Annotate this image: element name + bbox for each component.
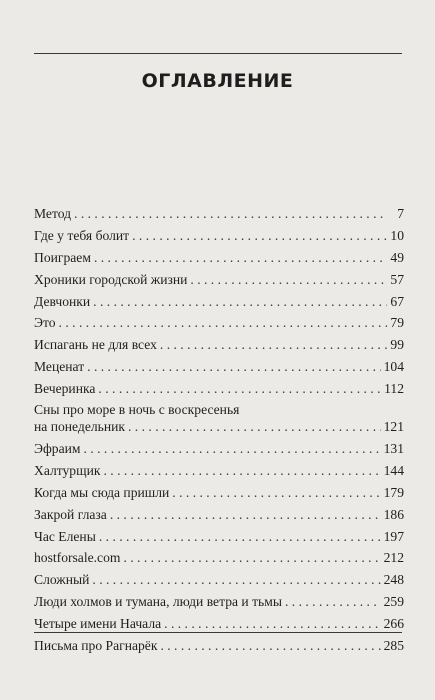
toc-entry-title: Эфраим	[34, 441, 81, 457]
toc-entry	[34, 591, 404, 613]
toc-entry	[34, 312, 404, 334]
leader-dots	[74, 203, 387, 225]
toc-entry-title: Хроники городской жизни	[34, 271, 188, 287]
toc-entry-title: Девчонки	[34, 293, 91, 309]
page-title: ОГЛАВЛЕНИЕ	[141, 70, 294, 92]
toc-entry-page: 248	[383, 572, 404, 588]
toc-entry	[34, 635, 404, 657]
toc-entry	[34, 460, 404, 482]
toc-entry-title: Письма про Рагнарёк	[34, 638, 158, 654]
top-rule	[34, 53, 402, 54]
toc-entry-title-continued: на понедельник	[34, 418, 125, 434]
toc-entry-title: hostforsale.com	[34, 550, 121, 566]
toc-entry-title: Халтурщик	[34, 462, 101, 478]
toc-entry	[34, 269, 404, 291]
toc-entry	[34, 569, 404, 591]
leader-dots	[87, 356, 380, 378]
toc-entry-page: 112	[384, 381, 404, 397]
toc-entry-title: Час Елены	[34, 528, 96, 544]
toc-entry-title: Метод	[34, 206, 72, 221]
toc-entry-page: 285	[383, 638, 404, 654]
toc-entry	[34, 334, 404, 356]
toc-entry	[34, 547, 404, 569]
leader-dots	[103, 460, 380, 482]
leader-dots	[172, 482, 380, 504]
leader-dots	[59, 312, 387, 334]
toc-entry-title: Испагань не для всех	[34, 337, 157, 353]
toc-entry	[34, 356, 404, 378]
toc-entry-title: Закрой глаза	[34, 506, 107, 522]
toc-entry	[34, 203, 404, 225]
leader-dots	[160, 334, 387, 356]
toc-entry-title: Поиграем	[34, 249, 91, 265]
toc-entry	[34, 225, 404, 247]
toc-entry-title: Сложный	[34, 572, 90, 588]
toc-entry-title: Вечеринка	[34, 381, 96, 397]
leader-dots	[98, 378, 381, 400]
toc-entry-page: 186	[383, 506, 404, 522]
leader-dots	[92, 569, 380, 591]
toc-entry-second-line	[34, 419, 404, 436]
toc-entry-page: 197	[383, 528, 404, 544]
toc-entry-page: 131	[383, 441, 404, 457]
leader-dots	[160, 635, 380, 657]
toc-entry-page: 259	[383, 594, 404, 610]
toc-entry-page: 179	[383, 484, 404, 500]
toc-entry	[34, 400, 404, 438]
toc-entry-page: 104	[383, 359, 404, 375]
leader-dots	[110, 504, 381, 526]
toc-entry	[34, 504, 404, 526]
toc-entry-title: Это	[34, 315, 56, 331]
leader-dots	[94, 247, 387, 269]
leader-dots	[93, 291, 387, 313]
toc-entry-title: Сны про море в ночь с воскресенья	[34, 402, 240, 418]
leader-dots	[285, 591, 381, 613]
toc-entry-title: Люди холмов и тумана, люди ветра и тьмы	[34, 594, 282, 610]
toc-entry	[34, 482, 404, 504]
toc-entry-page: 99	[390, 337, 404, 353]
toc-entry	[34, 247, 404, 269]
toc-entry-page: 266	[383, 616, 404, 632]
toc-entry-title: Меценат	[34, 359, 85, 375]
toc-entry-page: 79	[390, 315, 404, 331]
toc-entry-page: 212	[383, 550, 404, 566]
toc-entry	[34, 378, 404, 400]
toc-entry-page: 67	[390, 293, 404, 309]
bottom-rule	[34, 632, 402, 633]
leader-dots	[190, 269, 387, 291]
toc-entry	[34, 291, 404, 313]
toc-entry-page: 7	[397, 206, 404, 221]
toc-entry-title: Четыре имени Начала	[34, 616, 162, 632]
toc-entry-page: 144	[383, 462, 404, 478]
toc-entry	[34, 526, 404, 548]
toc-entry-page: 49	[390, 249, 404, 265]
leader-dots	[84, 438, 381, 460]
toc-entry-page: 121	[383, 418, 404, 434]
leader-dots	[123, 547, 380, 569]
toc-entry-title: Где у тебя болит	[34, 227, 130, 243]
toc-entry-title: Когда мы сюда пришли	[34, 484, 170, 500]
toc-entry	[34, 438, 404, 460]
toc-entry-page: 57	[390, 271, 404, 287]
table-of-contents	[34, 203, 404, 657]
toc-entry-page: 10	[390, 227, 404, 243]
leader-dots	[132, 225, 387, 247]
leader-dots	[99, 526, 381, 548]
leader-dots	[128, 419, 381, 436]
